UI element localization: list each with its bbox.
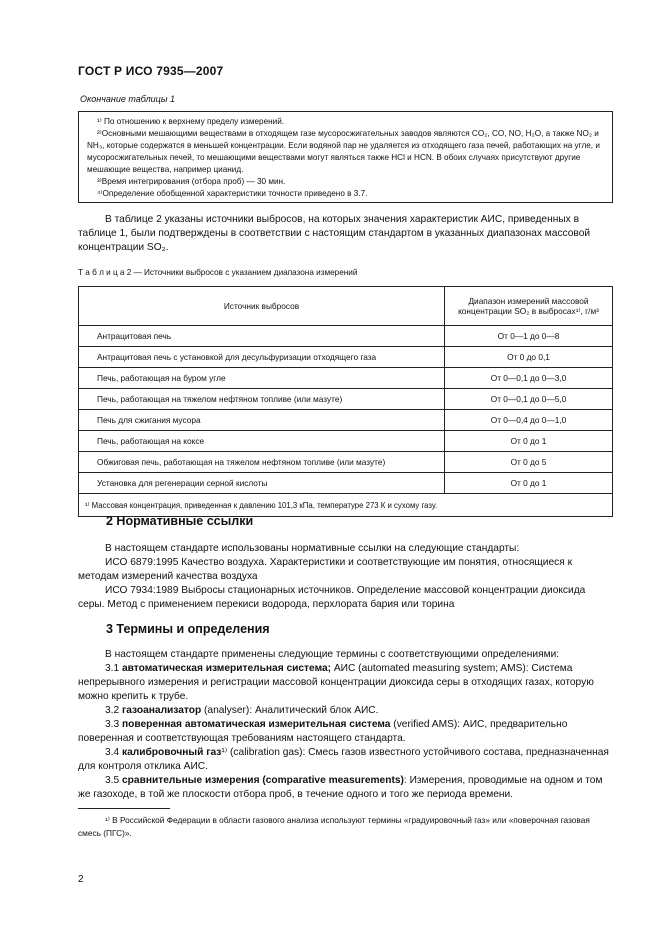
- emission-sources-table: [78, 286, 613, 517]
- section-2-heading: 2 Нормативные ссылки: [106, 514, 254, 528]
- table-row: [79, 452, 613, 473]
- term-text: : Измерения, проводимые на одном и том же газоходе, в той же плоскости отбора проб, в течение одного и того же периода времени.: [78, 775, 603, 800]
- term-name: сравнительные измерения (comparative measurements): [122, 775, 404, 786]
- term-text: (verified AMS): АИС, предварительно поверенная и соответствующая требованиям настоящего стандарта.: [78, 719, 568, 744]
- term-number: 3.3: [105, 719, 120, 730]
- term-name: калибровочный газ: [122, 747, 222, 758]
- table-row: [79, 326, 613, 347]
- term-name: поверенная автоматическая измерительная система: [122, 719, 391, 730]
- section-2-lead: В настоящем стандарте использованы нормативные ссылки на следующие стандарты:: [105, 543, 520, 554]
- row-range: От 0 до 5: [445, 452, 613, 473]
- table-row: [79, 347, 613, 368]
- document-header: ГОСТ Р ИСО 7935—2007: [78, 64, 224, 78]
- table1-note: ¹⁾ По отношению к верхнему пределу измерений.: [97, 117, 285, 126]
- term-name: газоанализатор: [122, 705, 202, 716]
- row-range: От 0 до 1: [445, 473, 613, 494]
- table2-caption: Т а б л и ц а 2 — Источники выбросов с указанием диапазона измерений: [78, 268, 358, 277]
- term-text: АИС (automated measuring system; AMS): Система непрерывного измерения и регистрации массовой концентрации диоксида серы в отходящих газах, которую можно крепить к трубе.: [78, 663, 594, 702]
- term-number: 3.1: [105, 663, 120, 674]
- page-footnote: ¹⁾ В Российской Федерации в области газового анализа используют термины «градуировочный газ» или «поверочная газовая смесь (ПГС)».: [78, 815, 590, 838]
- row-source: Печь, работающая на буром угле: [79, 368, 445, 389]
- footnote-separator: [78, 808, 170, 809]
- table-row: [79, 473, 613, 494]
- row-source: Печь, работающая на коксе: [79, 431, 445, 452]
- term-name: автоматическая измерительная система;: [122, 663, 332, 674]
- term-text: (analyser): Аналитический блок АИС.: [201, 705, 379, 716]
- section-3-heading: 3 Термины и определения: [106, 622, 270, 636]
- row-source: Установка для регенерации серной кислоты: [79, 473, 445, 494]
- term-number: 3.4: [105, 747, 120, 758]
- table-footnote: ¹⁾ Массовая концентрация, приведенная к давлению 101,3 кПа, температуре 273 К и сухому газу.: [79, 494, 613, 517]
- table1-notes-box: [78, 111, 613, 203]
- table1-note: ²⁾Основными мешающими веществами в отходящем газе мусоросжигательных заводов являются CO₂, CO, NO, H₂O, а также NO₂ и NH₃, которые содержатся в меньшей концентрации. Если водяной пар не удаляется из отходящего газа печей, работающих на угле, и мусоросжигательных печей, то мешающими веществами могут являться также HCl и HCN. В обоих случаях присутствуют другие мешающие вещества, например цианид.: [87, 129, 600, 174]
- term-definition: [78, 718, 613, 746]
- row-source: Антрацитовая печь: [79, 326, 445, 347]
- row-source: Обжиговая печь, работающая на тяжелом нефтяном топливе (или мазуте): [79, 452, 445, 473]
- row-source: Антрацитовая печь с установкой для десульфуризации отходящего газа: [79, 347, 445, 368]
- row-range: От 0 до 1: [445, 431, 613, 452]
- header-range: Диапазон измерений массовой концентрации SO₂ в выбросах¹⁾, г/м³: [445, 287, 613, 326]
- table1-note: ³⁾Время интегрирования (отбора проб) — 30 мин.: [97, 177, 286, 186]
- intro-paragraph: В таблице 2 указаны источники выбросов, на которых значения характеристик АИС, приведенных в таблице 1, были подтверждены в соответствии с настоящим стандартом в указанных диапазонах массовой концентрации SO₂.: [78, 214, 591, 253]
- term-text: ¹⁾ (calibration gas): Смесь газов известного устойчивого состава, предназначенная для контроля отклика АИС.: [78, 747, 609, 772]
- table-header-row: [79, 287, 613, 326]
- row-range: От 0 до 0,1: [445, 347, 613, 368]
- row-range: От 0—0,1 до 0—5,0: [445, 389, 613, 410]
- normative-reference: ИСО 6879:1995 Качество воздуха. Характеристики и соответствующие им понятия, относящиеся к методам измерений качества воздуха: [78, 557, 573, 582]
- term-number: 3.5: [105, 775, 120, 786]
- term-definition: [78, 746, 613, 774]
- section-3-body: [78, 648, 613, 802]
- term-definition: [78, 662, 613, 704]
- section-2-body: [78, 542, 613, 612]
- section-3-lead: В настоящем стандарте применены следующие термины с соответствующими определениями:: [105, 649, 560, 660]
- normative-reference: ИСО 7934:1989 Выбросы стационарных источников. Определение массовой концентрации диоксида серы. Метод с применением перекиси водорода, перхлората бария или торина: [78, 585, 586, 610]
- header-source: Источник выбросов: [79, 287, 445, 326]
- page-number: 2: [78, 874, 84, 885]
- table-row: [79, 431, 613, 452]
- table-row: [79, 368, 613, 389]
- table-continuation-caption: Окончание таблицы 1: [80, 94, 175, 104]
- row-range: От 0—1 до 0—8: [445, 326, 613, 347]
- row-range: От 0—0,4 до 0—1,0: [445, 410, 613, 431]
- term-number: 3.2: [105, 705, 120, 716]
- term-definition: [78, 704, 613, 718]
- row-range: От 0—0,1 до 0—3,0: [445, 368, 613, 389]
- table-row: [79, 389, 613, 410]
- table-row: [79, 410, 613, 431]
- row-source: Печь для сжигания мусора: [79, 410, 445, 431]
- table1-note: ⁴⁾Определение обобщенной характеристики точности приведено в 3.7.: [97, 189, 368, 198]
- row-source: Печь, работающая на тяжелом нефтяном топливе (или мазуте): [79, 389, 445, 410]
- term-definition: [78, 774, 613, 802]
